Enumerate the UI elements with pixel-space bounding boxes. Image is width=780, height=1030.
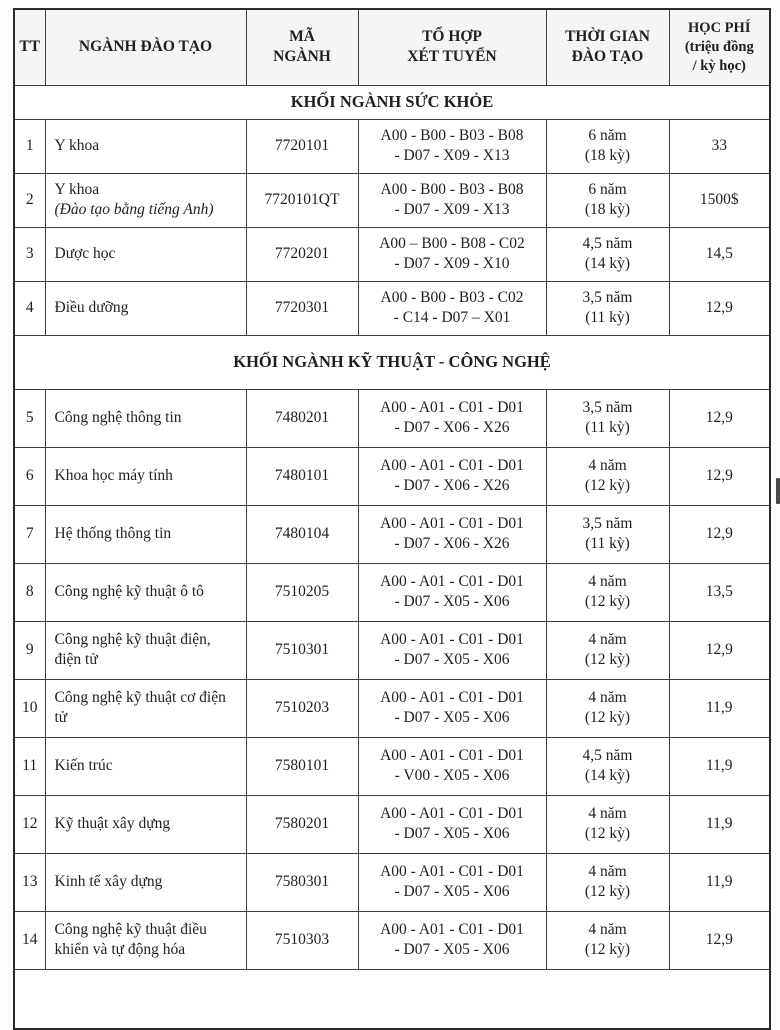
table-row <box>14 119 770 173</box>
admission-combos: A00 – B00 - B08 - C02 - D07 - X09 - X10 <box>358 227 546 281</box>
program-name <box>45 563 246 621</box>
table-row <box>14 173 770 227</box>
program-name-main: Công nghệ kỹ thuật cơ điện tử <box>54 689 226 726</box>
column-header-code: MÃ NGÀNH <box>246 9 358 85</box>
table-row <box>14 389 770 447</box>
admission-combos: A00 - A01 - C01 - D01 - D07 - X05 - X06 <box>358 621 546 679</box>
tuition-fee: 11,9 <box>669 853 770 911</box>
tuition-fee: 14,5 <box>669 227 770 281</box>
row-index: 1 <box>14 119 45 173</box>
program-name-main: Kỹ thuật xây dựng <box>54 815 171 833</box>
admission-combos: A00 - B00 - B03 - B08 - D07 - X09 - X13 <box>358 119 546 173</box>
admission-combos: A00 - A01 - C01 - D01 - D07 - X05 - X06 <box>358 563 546 621</box>
program-name-main: Khoa học máy tính <box>54 467 173 485</box>
program-name-main: Công nghệ thông tin <box>54 409 182 427</box>
program-code: 7510205 <box>246 563 358 621</box>
program-name-main: Kinh tế xây dựng <box>54 873 163 891</box>
training-duration: 4 năm (12 kỳ) <box>546 911 669 969</box>
program-code: 7580101 <box>246 737 358 795</box>
program-name <box>45 119 246 173</box>
program-name-main: Công nghệ kỹ thuật điện, điện tử <box>54 631 211 668</box>
training-duration: 3,5 năm (11 kỳ) <box>546 505 669 563</box>
tuition-fee: 33 <box>669 119 770 173</box>
program-name <box>45 621 246 679</box>
admission-combos: A00 - A01 - C01 - D01 - D07 - X05 - X06 <box>358 911 546 969</box>
row-index: 14 <box>14 911 45 969</box>
admission-combos: A00 - B00 - B03 - C02 - C14 - D07 – X01 <box>358 281 546 335</box>
table-row <box>14 795 770 853</box>
program-name-main: Y khoa <box>54 181 100 199</box>
training-duration: 4 năm (12 kỳ) <box>546 563 669 621</box>
admission-combos: A00 - B00 - B03 - B08 - D07 - X09 - X13 <box>358 173 546 227</box>
training-duration: 6 năm (18 kỳ) <box>546 119 669 173</box>
program-code: 7580301 <box>246 853 358 911</box>
program-code: 7510301 <box>246 621 358 679</box>
tuition-fee: 12,9 <box>669 621 770 679</box>
program-name <box>45 173 246 227</box>
row-index: 4 <box>14 281 45 335</box>
row-index: 11 <box>14 737 45 795</box>
section-header-row <box>14 335 770 389</box>
partial-next-row <box>14 969 770 1029</box>
tuition-fee: 12,9 <box>669 911 770 969</box>
program-code: 7580201 <box>246 795 358 853</box>
program-name <box>45 447 246 505</box>
program-name <box>45 853 246 911</box>
program-code: 7480201 <box>246 389 358 447</box>
admission-combos: A00 - A01 - C01 - D01 - D07 - X06 - X26 <box>358 447 546 505</box>
training-duration: 4 năm (12 kỳ) <box>546 621 669 679</box>
program-name-main: Hệ thống thông tin <box>54 525 172 543</box>
column-header-fee: HỌC PHÍ (triệu đồng / kỳ học) <box>669 9 770 85</box>
row-index: 2 <box>14 173 45 227</box>
table-row <box>14 911 770 969</box>
table-row <box>14 853 770 911</box>
program-name <box>45 911 246 969</box>
right-edge-artifact <box>776 478 780 504</box>
table-row <box>14 447 770 505</box>
column-header-program: NGÀNH ĐÀO TẠO <box>45 9 246 85</box>
tuition-fee: 11,9 <box>669 737 770 795</box>
program-code: 7720301 <box>246 281 358 335</box>
program-name <box>45 737 246 795</box>
section-title: KHỐI NGÀNH SỨC KHỎE <box>14 85 770 119</box>
row-index: 3 <box>14 227 45 281</box>
row-index: 8 <box>14 563 45 621</box>
row-index: 13 <box>14 853 45 911</box>
table-row <box>14 563 770 621</box>
admission-combos: A00 - A01 - C01 - D01 - D07 - X06 - X26 <box>358 505 546 563</box>
program-code: 7720101QT <box>246 173 358 227</box>
column-header-tt: TT <box>14 9 45 85</box>
row-index: 5 <box>14 389 45 447</box>
column-header-combos: TỔ HỢP XÉT TUYỂN <box>358 9 546 85</box>
section-title: KHỐI NGÀNH KỸ THUẬT - CÔNG NGHỆ <box>14 335 770 389</box>
program-code: 7510203 <box>246 679 358 737</box>
program-code: 7510303 <box>246 911 358 969</box>
table-row <box>14 281 770 335</box>
program-name-main: Công nghệ kỹ thuật ô tô <box>54 583 204 601</box>
tuition-fee: 11,9 <box>669 795 770 853</box>
table-row <box>14 505 770 563</box>
row-index: 9 <box>14 621 45 679</box>
admission-combos: A00 - A01 - C01 - D01 - D07 - X06 - X26 <box>358 389 546 447</box>
program-name-main: Dược học <box>54 245 116 263</box>
training-duration: 4 năm (12 kỳ) <box>546 853 669 911</box>
training-duration: 4 năm (12 kỳ) <box>546 795 669 853</box>
admission-combos: A00 - A01 - C01 - D01 - V00 - X05 - X06 <box>358 737 546 795</box>
training-duration: 6 năm (18 kỳ) <box>546 173 669 227</box>
program-name <box>45 505 246 563</box>
program-name-main: Y khoa <box>54 137 100 155</box>
tuition-fee: 12,9 <box>669 447 770 505</box>
admission-combos: A00 - A01 - C01 - D01 - D07 - X05 - X06 <box>358 679 546 737</box>
program-name-note: (Đào tạo bằng tiếng Anh) <box>54 201 214 218</box>
tuition-table <box>13 8 771 1030</box>
program-name-main: Điều dưỡng <box>54 299 129 317</box>
training-duration: 3,5 năm (11 kỳ) <box>546 389 669 447</box>
table-row <box>14 621 770 679</box>
program-name-main: Kiến trúc <box>54 757 113 775</box>
row-index: 12 <box>14 795 45 853</box>
program-code: 7720201 <box>246 227 358 281</box>
program-name <box>45 281 246 335</box>
program-name <box>45 227 246 281</box>
row-index: 10 <box>14 679 45 737</box>
training-duration: 4 năm (12 kỳ) <box>546 679 669 737</box>
tuition-fee: 12,9 <box>669 505 770 563</box>
program-code: 7720101 <box>246 119 358 173</box>
program-name <box>45 679 246 737</box>
table-row <box>14 737 770 795</box>
tuition-fee: 13,5 <box>669 563 770 621</box>
tuition-fee: 12,9 <box>669 389 770 447</box>
column-header-duration: THỜI GIAN ĐÀO TẠO <box>546 9 669 85</box>
tuition-fee: 11,9 <box>669 679 770 737</box>
table-row <box>14 227 770 281</box>
training-duration: 4 năm (12 kỳ) <box>546 447 669 505</box>
row-index: 6 <box>14 447 45 505</box>
table-row <box>14 679 770 737</box>
training-duration: 4,5 năm (14 kỳ) <box>546 737 669 795</box>
row-index: 7 <box>14 505 45 563</box>
program-code: 7480101 <box>246 447 358 505</box>
program-name-main: Công nghệ kỹ thuật điều khiển và tự động hóa <box>54 921 207 958</box>
tuition-fee: 12,9 <box>669 281 770 335</box>
table-header-row <box>14 9 770 85</box>
admission-combos: A00 - A01 - C01 - D01 - D07 - X05 - X06 <box>358 853 546 911</box>
program-name <box>45 389 246 447</box>
tuition-fee: 1500$ <box>669 173 770 227</box>
training-duration: 3,5 năm (11 kỳ) <box>546 281 669 335</box>
admission-combos: A00 - A01 - C01 - D01 - D07 - X05 - X06 <box>358 795 546 853</box>
program-name <box>45 795 246 853</box>
program-code: 7480104 <box>246 505 358 563</box>
training-duration: 4,5 năm (14 kỳ) <box>546 227 669 281</box>
section-header-row <box>14 85 770 119</box>
